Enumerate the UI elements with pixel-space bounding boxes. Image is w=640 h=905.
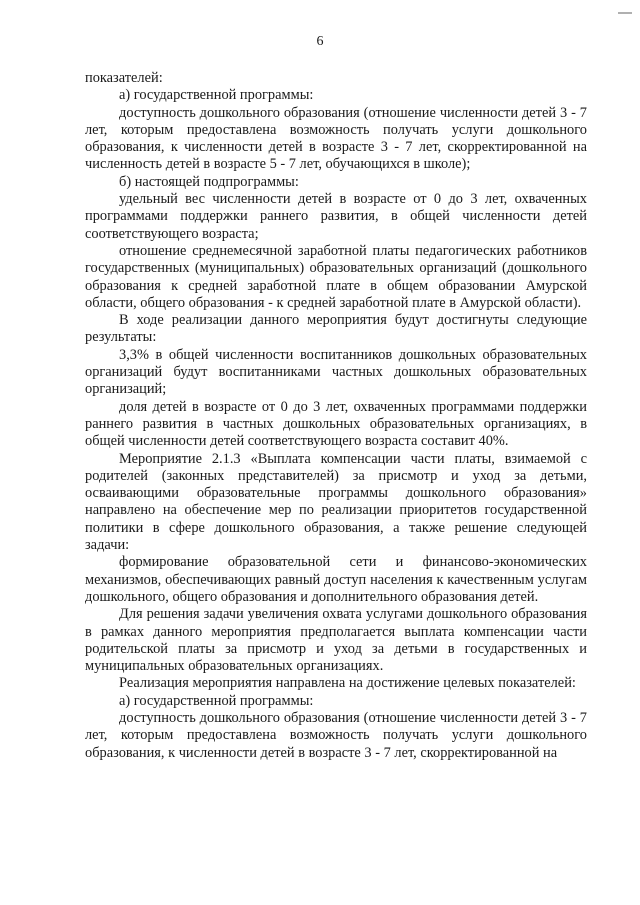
page-number: 6 (316, 34, 324, 49)
paragraph: доступность дошкольного образования (отношение численности детей 3 - 7 лет, которым предоставлена возможность получать услуги дошкольного образования, к численности детей в возрасте 3 - 7 лет, скорректированной на численность детей в возрасте 5 - 7 лет, обучающихся в школе); (85, 104, 587, 173)
paragraph: показателей: (85, 70, 163, 86)
paragraph: Реализация мероприятия направлена на достижение целевых показателей: (119, 675, 576, 692)
scan-mark (618, 12, 632, 14)
paragraph: Мероприятие 2.1.3 «Выплата компенсации части платы, взимаемой с родителей (законных представителей) за присмотр и уход за детьми, осваивающими образовательные программы дошкольного образования» направлено на обеспечение мер по реализации приоритетов государственной политики в сфере дошкольного образования, а также решение следующей задачи: (85, 450, 587, 554)
paragraph: 3,3% в общей численности воспитанников дошкольных образовательных организаций будут воспитанниками частных дошкольных образовательных организаций; (85, 346, 587, 398)
document-body (85, 70, 587, 762)
paragraph: б) настоящей подпрограммы: (119, 173, 299, 190)
paragraph: а) государственной программы: (119, 87, 314, 104)
paragraph: а) государственной программы: (119, 692, 314, 709)
paragraph: Для решения задачи увеличения охвата услугами дошкольного образования в рамках данного мероприятия предполагается выплата компенсации части родительской платы за присмотр и уход за детьми в государственных и муниципальных образовательных организациях. (85, 606, 587, 675)
paragraph: В ходе реализации данного мероприятия будут достигнуты следующие результаты: (85, 312, 587, 346)
paragraph: формирование образовательной сети и финансово-экономических механизмов, обеспечивающих равный доступ населения к качественным услугам дошкольного, общего образования и дополнительного образования детей. (85, 554, 587, 605)
paragraph: доступность дошкольного образования (отношение численности детей 3 - 7 лет, которым предоставлена возможность получать услуги дошкольного образования, к численности детей в возрасте 3 - 7 лет, скорректированной на (85, 709, 587, 761)
paragraph: отношение среднемесячной заработной платы педагогических работников государственных (муниципальных) образовательных организаций (дошкольного образования к средней заработной плате в общем образовании Амурской области, общего образования - к средней заработной плате в Амурской области). (85, 242, 587, 311)
paragraph: удельный вес численности детей в возрасте от 0 до 3 лет, охваченных программами поддержки раннего развития, в общей численности детей соответствующего возраста; (85, 191, 587, 242)
paragraph: доля детей в возрасте от 0 до 3 лет, охваченных программами поддержки раннего развития в частных дошкольных образовательных организациях, в общей численности детей соответствующего возраста составит 40%. (85, 398, 587, 450)
